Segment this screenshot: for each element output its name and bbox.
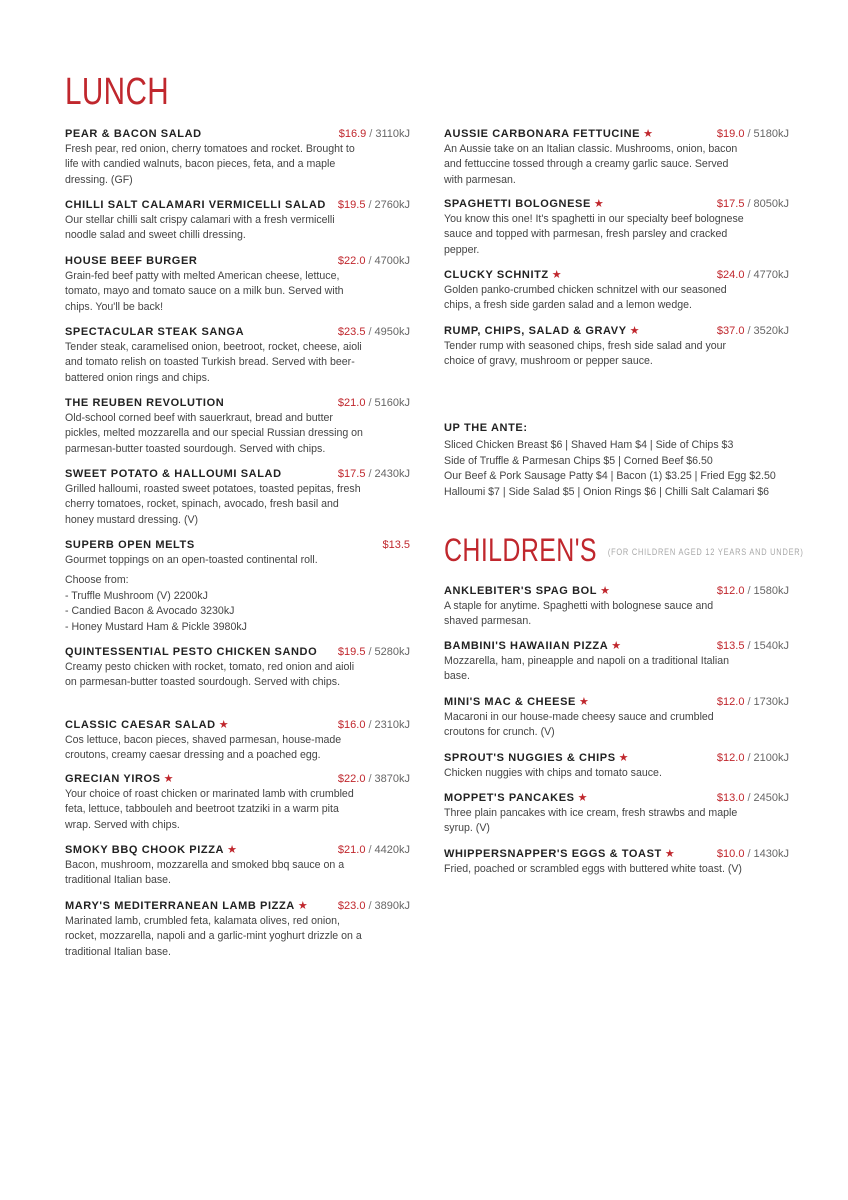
menu-item-kj: 4770kJ xyxy=(753,269,789,281)
price-separator: / xyxy=(747,752,751,764)
menu-item-kj: 2760kJ xyxy=(374,199,410,211)
menu-item-title xyxy=(444,265,562,283)
menu-item-price: $37.0 xyxy=(716,325,745,337)
menu-item-kj: 4420kJ xyxy=(374,844,410,856)
menu-item-price: $12.0 xyxy=(716,585,745,597)
menu-item-title xyxy=(65,535,195,553)
menu-item-option: - Honey Mustard Ham & Pickle 3980kJ xyxy=(65,620,247,633)
menu-item-header xyxy=(65,124,410,140)
menu-item xyxy=(65,840,410,889)
menu-item-name: SPECTACULAR STEAK SANGA xyxy=(65,326,245,338)
menu-item-title xyxy=(65,715,229,733)
menu-item xyxy=(65,896,410,960)
menu-item-price-group xyxy=(717,198,789,210)
menu-item-price-group xyxy=(338,900,410,912)
childrens-title xyxy=(444,533,804,570)
menu-item-description: Grilled halloumi, roasted sweet potatoes, toasted pepitas, fresh cherry tomatoes, rocket, spinach, avocado, fresh basil and honey mustard dressing. (V) xyxy=(65,483,361,526)
menu-item-header xyxy=(444,692,789,708)
menu-item xyxy=(65,322,410,386)
menu-item-name: PEAR & BACON SALAD xyxy=(65,128,202,140)
price-separator: / xyxy=(368,326,372,338)
menu-item-header xyxy=(65,896,410,912)
menu-item xyxy=(65,715,410,764)
menu-item-price-group xyxy=(338,844,410,856)
menu-item-name: CHILLI SALT CALAMARI VERMICELLI SALAD xyxy=(65,199,326,211)
menu-item-title xyxy=(65,769,174,787)
menu-item xyxy=(65,251,410,315)
menu-item xyxy=(444,748,789,781)
up-the-ante xyxy=(444,421,789,500)
menu-item-price-group xyxy=(717,752,789,764)
menu-item-price-group xyxy=(717,128,789,140)
star-icon: ★ xyxy=(611,640,622,652)
menu-item-description: Tender rump with seasoned chips, fresh side salad and your choice of gravy, mushroom or pepper sauce. xyxy=(444,340,727,368)
price-separator: / xyxy=(368,719,372,731)
price-separator: / xyxy=(368,199,372,211)
menu-item-price: $17.5 xyxy=(337,468,366,480)
menu-item-name: SPAGHETTI BOLOGNESE xyxy=(444,198,591,210)
price-separator: / xyxy=(747,696,751,708)
star-icon: ★ xyxy=(227,844,237,856)
menu-item-header xyxy=(444,265,789,281)
menu-item-kj: 3520kJ xyxy=(753,325,789,337)
menu-item-name: MOPPET'S PANCAKES xyxy=(444,792,575,804)
menu-item-kj: 2450kJ xyxy=(753,792,789,804)
childrens-title-text: CHILDREN'S xyxy=(444,532,597,568)
menu-item-description: Our stellar chilli salt crispy calamari with a fresh vermicelli noodle salad and sweet chilli dressing. xyxy=(65,214,335,242)
price-separator: / xyxy=(368,646,372,658)
ante-line: Our Beef & Pork Sausage Patty $4 | Bacon (1) $3.25 | Fried Egg $2.50 xyxy=(444,470,776,483)
price-separator: / xyxy=(368,468,372,480)
menu-item-price-group xyxy=(717,585,789,597)
menu-item-description: Old-school corned beef with sauerkraut, bread and butter pickles, melted mozzarella and our special Russian dressing on parmesan-butter toasted sourdough. Served with chips. xyxy=(65,412,363,455)
menu-item-price-group xyxy=(717,269,789,281)
menu-item xyxy=(444,844,789,877)
menu-item-option: Choose from: xyxy=(65,574,129,587)
menu-item-kj: 1730kJ xyxy=(753,696,789,708)
menu-item-title xyxy=(444,581,610,599)
menu-item-price-group xyxy=(338,468,410,480)
menu-item-name: SMOKY BBQ CHOOK PIZZA xyxy=(65,844,225,856)
star-icon: ★ xyxy=(643,128,653,140)
menu-item-name: ANKLEBITER'S SPAG BOL xyxy=(444,585,598,597)
star-icon: ★ xyxy=(163,773,174,785)
menu-item xyxy=(65,124,410,188)
menu-item-price-group xyxy=(338,719,410,731)
menu-item-header xyxy=(65,715,410,731)
menu-item-title xyxy=(65,251,197,269)
menu-item-title xyxy=(65,896,308,914)
menu-item-name: CLASSIC CAESAR SALAD xyxy=(65,719,216,731)
menu-item-title xyxy=(65,464,282,482)
menu-item-header xyxy=(65,535,410,551)
menu-item-kj: 5280kJ xyxy=(374,646,410,658)
menu-item-header xyxy=(444,636,789,652)
menu-item-name: AUSSIE CARBONARA FETTUCINE xyxy=(444,128,641,140)
menu-item-title xyxy=(444,321,640,339)
price-separator: / xyxy=(368,397,372,409)
menu-item-price-group xyxy=(338,397,410,409)
menu-item-name: SUPERB OPEN MELTS xyxy=(65,539,195,551)
menu-item xyxy=(444,692,789,741)
menu-item-header xyxy=(65,464,410,480)
menu-item-price: $13.5 xyxy=(716,640,745,652)
menu-item xyxy=(444,124,789,188)
menu-item-title xyxy=(444,692,589,710)
price-separator: / xyxy=(368,255,372,267)
menu-item-kj: 8050kJ xyxy=(753,198,789,210)
menu-item xyxy=(65,535,410,635)
ante-line: Sliced Chicken Breast $6 | Shaved Ham $4 | Side of Chips $3 xyxy=(444,439,734,452)
menu-item-description: Chicken nuggies with chips and tomato sauce. xyxy=(444,767,662,779)
menu-item-price-group xyxy=(717,848,789,860)
star-icon: ★ xyxy=(578,696,589,708)
menu-item-header xyxy=(65,642,410,658)
menu-item-header xyxy=(444,581,789,597)
menu-item xyxy=(444,265,789,314)
menu-item-header xyxy=(444,748,789,764)
menu-item-price: $19.5 xyxy=(337,199,366,211)
menu-item-price-group xyxy=(338,255,410,267)
menu-item-header xyxy=(444,124,789,140)
menu-item-description: A staple for anytime. Spaghetti with bolognese sauce and shaved parmesan. xyxy=(444,600,714,628)
menu-item-price: $17.5 xyxy=(716,198,745,210)
menu-item-price-group xyxy=(717,325,789,337)
menu-item-kj: 4700kJ xyxy=(374,255,410,267)
menu-item xyxy=(65,195,410,244)
star-icon: ★ xyxy=(593,198,604,210)
menu-item-name: SWEET POTATO & HALLOUMI SALAD xyxy=(65,468,282,480)
menu-item-header xyxy=(65,393,410,409)
menu-item-title xyxy=(444,636,621,654)
menu-item-description: Cos lettuce, bacon pieces, shaved parmesan, house-made croutons, creamy caesar dressing and a poached egg. xyxy=(65,734,342,762)
menu-item-title xyxy=(65,642,317,660)
menu-item-kj: 4950kJ xyxy=(374,326,410,338)
menu-item-title xyxy=(65,124,202,142)
menu-item-price: $22.0 xyxy=(337,773,366,785)
menu-item-title xyxy=(444,194,604,212)
ante-line: Halloumi $7 | Side Salad $5 | Onion Rings $6 | Chilli Salt Calamari $6 xyxy=(444,485,770,498)
menu-item-description: You know this one! It's spaghetti in our specialty beef bolognese sauce and topped with parmesan, fresh parsley and cracked pepper. xyxy=(444,213,744,256)
ante-line: Side of Truffle & Parmesan Chips $5 | Corned Beef $6.50 xyxy=(444,454,713,467)
menu-item xyxy=(444,581,789,630)
price-separator: / xyxy=(747,269,751,281)
price-separator: / xyxy=(747,848,751,860)
price-separator: / xyxy=(747,585,751,597)
menu-item-price-group xyxy=(717,696,789,708)
menu-item-option: - Truffle Mushroom (V) 2200kJ xyxy=(65,589,208,602)
menu-item-price: $23.0 xyxy=(337,900,366,912)
menu-item-name: HOUSE BEEF BURGER xyxy=(65,255,198,267)
menu-item-description: Marinated lamb, crumbled feta, kalamata olives, red onion, rocket, mozzarella, napoli and a garlic-mint yoghurt drizzle on a traditional Italian base. xyxy=(65,915,362,958)
menu-item-price-group xyxy=(717,640,789,652)
menu-item-price: $23.5 xyxy=(337,326,366,338)
menu-item-title xyxy=(444,844,675,862)
menu-item-price: $24.0 xyxy=(716,269,745,281)
price-separator: / xyxy=(747,128,751,140)
menu-item-name: MINI'S MAC & CHEESE xyxy=(444,696,576,708)
menu-item-name: GRECIAN YIROS xyxy=(65,773,161,785)
menu-item-price: $13.5 xyxy=(382,539,410,551)
menu-item-price: $22.0 xyxy=(337,255,366,267)
up-the-ante-title: UP THE ANTE: xyxy=(444,422,528,434)
menu-item-price-group xyxy=(339,128,410,140)
menu-item-kj: 2100kJ xyxy=(753,752,789,764)
menu-item-price: $12.0 xyxy=(716,752,745,764)
menu-item-options xyxy=(65,573,365,635)
menu-item-description: Fresh pear, red onion, cherry tomatoes and rocket. Brought to life with candied walnuts, bacon pieces, feta, and a maple dressing. (GF) xyxy=(65,143,355,186)
menu-item-price: $13.0 xyxy=(716,792,745,804)
lunch-title: LUNCH xyxy=(65,71,170,113)
star-icon: ★ xyxy=(600,585,611,597)
menu-item-name: WHIPPERSNAPPER'S EGGS & TOAST xyxy=(444,848,662,860)
menu-item xyxy=(65,393,410,457)
menu-item-price: $16.0 xyxy=(337,719,366,731)
price-separator: / xyxy=(747,325,751,337)
menu-item-kj: 2430kJ xyxy=(374,468,410,480)
menu-item-description: Gourmet toppings on an open-toasted continental roll. xyxy=(65,554,318,566)
menu-item-header xyxy=(444,321,789,337)
menu-item xyxy=(65,769,410,833)
menu-item-price: $12.0 xyxy=(716,696,745,708)
menu-item-price: $19.5 xyxy=(337,646,366,658)
menu-item-description: Bacon, mushroom, mozzarella and smoked bbq sauce on a traditional Italian base. xyxy=(65,859,345,887)
star-icon: ★ xyxy=(664,848,675,860)
menu-item-price-group xyxy=(338,199,410,211)
menu-item xyxy=(65,464,410,528)
star-icon: ★ xyxy=(551,269,562,281)
menu-item-description: Creamy pesto chicken with rocket, tomato, red onion and aioli on parmesan-butter toasted sourdough. Served with chips. xyxy=(65,661,355,689)
menu-item-name: RUMP, CHIPS, SALAD & GRAVY xyxy=(444,325,627,337)
menu-item-kj: 3890kJ xyxy=(374,900,410,912)
star-icon: ★ xyxy=(218,719,229,731)
menu-item-header xyxy=(444,844,789,860)
menu-item xyxy=(444,321,789,370)
menu-item-kj: 1540kJ xyxy=(753,640,789,652)
menu-item-kj: 5160kJ xyxy=(374,397,410,409)
menu-item-kj: 2310kJ xyxy=(374,719,410,731)
menu-item xyxy=(444,194,789,258)
menu-item-description: Mozzarella, ham, pineapple and napoli on a traditional Italian base. xyxy=(444,655,730,683)
menu-item-name: THE REUBEN REVOLUTION xyxy=(65,397,225,409)
menu-item-header xyxy=(65,251,410,267)
menu-item-name: SPROUT'S NUGGIES & CHIPS xyxy=(444,752,616,764)
price-separator: / xyxy=(368,900,372,912)
menu-item-option: - Candied Bacon & Avocado 3230kJ xyxy=(65,605,235,618)
menu-item-title xyxy=(444,788,587,806)
menu-item-kj: 3110kJ xyxy=(375,128,410,140)
menu-item-price-group xyxy=(717,792,789,804)
menu-item xyxy=(65,642,410,691)
star-icon: ★ xyxy=(297,900,308,912)
menu-item-header xyxy=(65,195,410,211)
menu-item-name: BAMBINI'S HAWAIIAN PIZZA xyxy=(444,640,609,652)
menu-item-kj: 1580kJ xyxy=(753,585,789,597)
menu-item-price: $21.0 xyxy=(337,844,366,856)
menu-item-description: Three plain pancakes with ice cream, fresh strawbs and maple syrup. (V) xyxy=(444,807,738,835)
menu-item-price-group xyxy=(338,773,410,785)
menu-item-kj: 3870kJ xyxy=(374,773,410,785)
menu-item-description: Tender steak, caramelised onion, beetroot, rocket, cheese, aioli and tomato relish on toasted Turkish bread. Served with beer-battered onion rings and chips. xyxy=(65,341,362,384)
star-icon: ★ xyxy=(577,792,588,804)
menu-item-title xyxy=(65,393,224,411)
price-separator: / xyxy=(368,844,372,856)
price-separator: / xyxy=(369,128,373,140)
menu-item-description: Golden panko-crumbed chicken schnitzel with our seasoned chips, a fresh side garden salad and a lemon wedge. xyxy=(444,284,727,312)
menu-item-price: $10.0 xyxy=(716,848,745,860)
menu-item-price: $21.0 xyxy=(337,397,366,409)
star-icon: ★ xyxy=(629,325,640,337)
menu-item-title xyxy=(65,322,244,340)
menu-item-name: CLUCKY SCHNITZ xyxy=(444,269,549,281)
menu-item-price: $19.0 xyxy=(716,128,745,140)
menu-item xyxy=(444,636,789,685)
menu-item-kj: 1430kJ xyxy=(753,848,789,860)
star-icon: ★ xyxy=(618,752,629,764)
price-separator: / xyxy=(747,792,751,804)
menu-item-header xyxy=(444,788,789,804)
menu-item-description: An Aussie take on an Italian classic. Mushrooms, onion, bacon and fettuccine tossed through a creamy garlic sauce. Served with parmesan. xyxy=(444,143,738,186)
menu-item-title xyxy=(65,195,326,213)
menu-item-header xyxy=(444,194,789,210)
menu-item-title xyxy=(65,840,237,858)
menu-item-header xyxy=(65,322,410,338)
menu-item-title xyxy=(444,124,653,142)
menu-item-kj: 5180kJ xyxy=(753,128,789,140)
menu-item-header xyxy=(65,769,410,785)
price-separator: / xyxy=(368,773,372,785)
price-separator: / xyxy=(747,198,751,210)
menu-item-price-group xyxy=(338,646,410,658)
menu-item-description: Macaroni in our house-made cheesy sauce and crumbled croutons for crunch. (V) xyxy=(444,711,714,739)
menu-item-price: $16.9 xyxy=(338,128,367,140)
menu-item-description: Grain-fed beef patty with melted American cheese, lettuce, tomato, mayo and tomato sauce on a milk bun. Served with chips. You'll be back! xyxy=(65,270,344,313)
price-separator: / xyxy=(747,640,751,652)
menu-item-price-group xyxy=(382,539,410,551)
menu-item xyxy=(444,788,789,837)
menu-item-name: MARY'S MEDITERRANEAN LAMB PIZZA xyxy=(65,900,295,912)
menu-item-name: QUINTESSENTIAL PESTO CHICKEN SANDO xyxy=(65,646,318,658)
menu-item-price-group xyxy=(338,326,410,338)
childrens-subtitle: (FOR CHILDREN AGED 12 YEARS AND UNDER) xyxy=(607,546,804,558)
menu-item-description: Fried, poached or scrambled eggs with buttered white toast. (V) xyxy=(444,863,742,875)
menu-item-header xyxy=(65,840,410,856)
menu-item-description: Your choice of roast chicken or marinated lamb with crumbled feta, lettuce, tabbouleh and beetroot tzatziki in a warm pita wrap. Served with chips. xyxy=(65,788,354,831)
menu-item-title xyxy=(444,748,629,766)
